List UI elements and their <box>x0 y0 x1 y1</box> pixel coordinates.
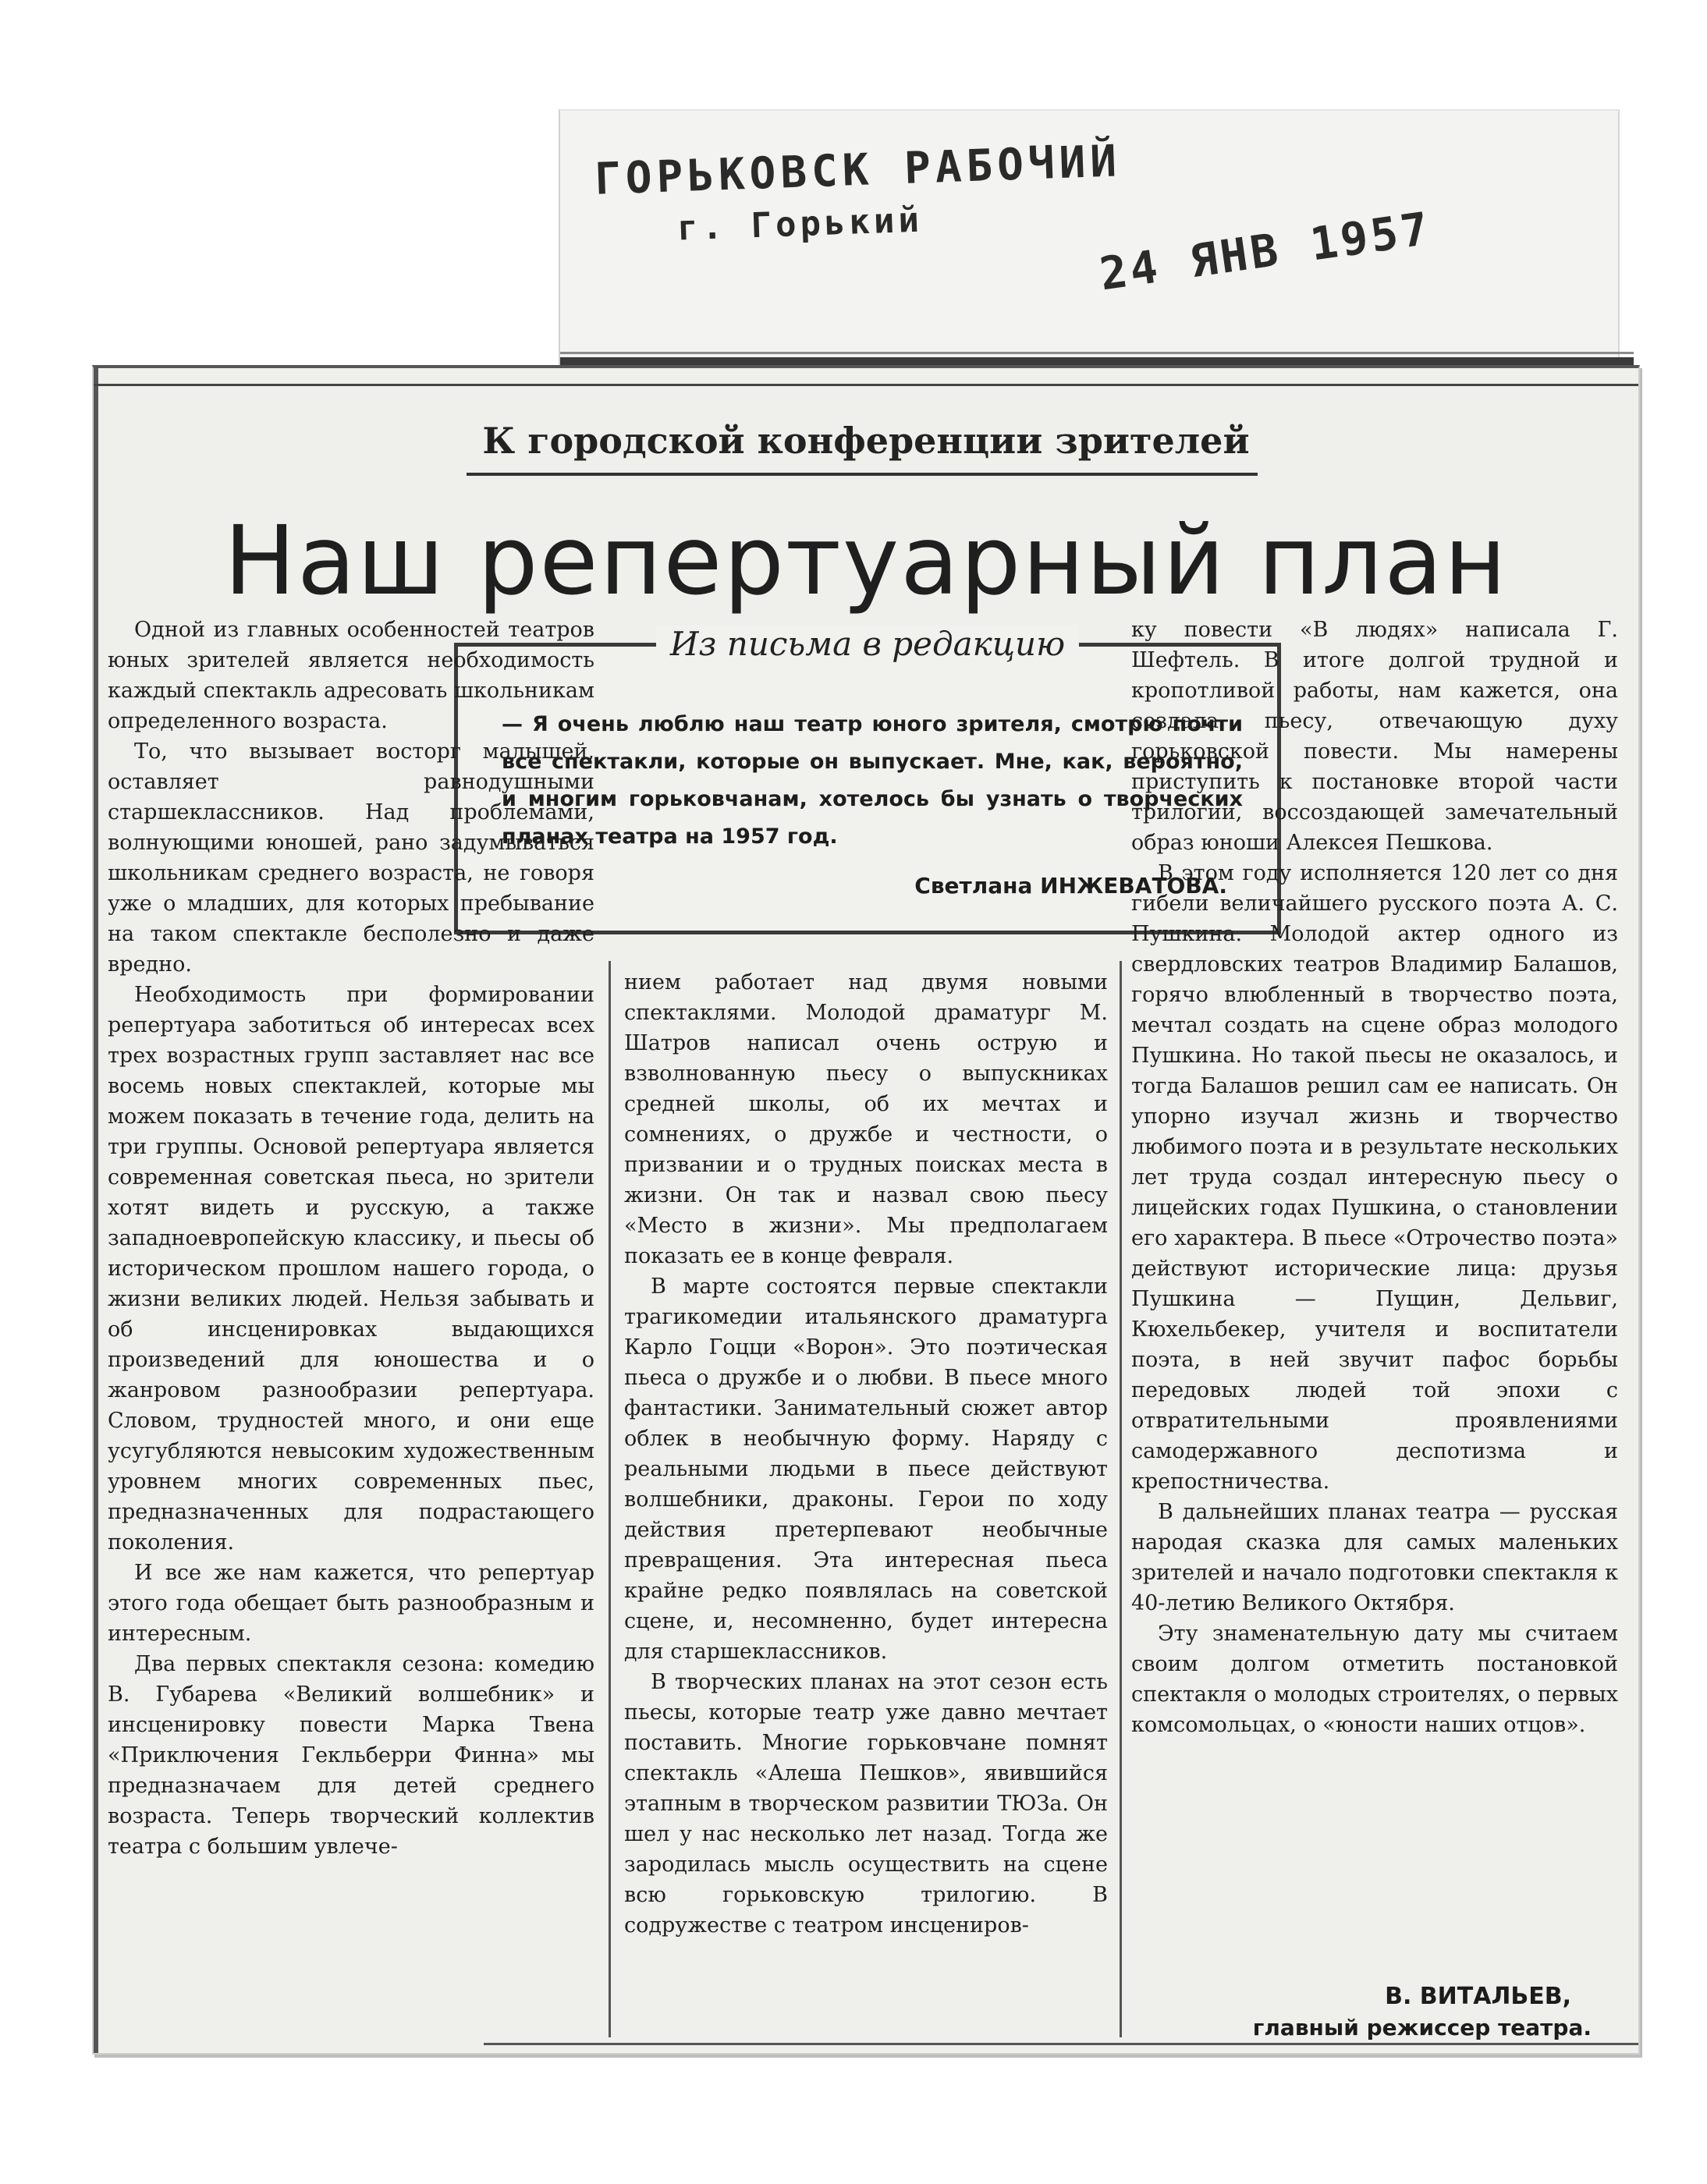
stamp-newspaper-name: ГОРЬКОВСК РАБОЧИЙ <box>594 136 1123 205</box>
divider <box>484 2043 1638 2045</box>
paragraph: И все же нам кажется, что репертуар этого года обещает быть разнообразным и интересным. <box>108 1561 594 1646</box>
article-column-1 <box>108 615 594 1862</box>
column-divider <box>609 961 611 2037</box>
article-column-3 <box>1131 615 1618 1740</box>
letter-heading-text: Из письма в редакцию <box>656 625 1079 663</box>
letter-body: — Я очень люблю наш театр юного зрителя, смотрю почти все спектакли, которые он выпускает. Мне, как, вероятно, и многим горьковчанам, хотелось бы узнать о творческих планах театра на 1957 год. <box>502 712 1243 849</box>
divider <box>467 473 1258 476</box>
stamp-date: 24 ЯНВ 1957 <box>1096 201 1435 301</box>
paragraph: Необходимость при формировании репертуара заботиться об интересах всех трех возрастных групп заставляет нас все восемь новых спектаклей, которые мы можем показать в течение года, делить на три группы. Основой репертуара является современная советская пьеса, но зрители хотят видеть и русскую, а также западноевропейскую классику, и пьесы об историческом прошлом нашего города, о жизни великих людей. Нельзя забывать и об инсценировках выдающихся произведений для юношества и о жанровом разнообразии репертуара. Словом, трудностей много, и они еще усугубляются невысоким художественным уровнем многих современных пьес, предназначенных для подрастающего поколения. <box>108 983 594 1555</box>
divider <box>560 352 1634 354</box>
divider <box>94 368 98 2053</box>
paragraph: В этом году исполняется 120 лет со дня гибели величайшего русского поэта А. С. Пушкина. Молодой актер одного из свердловских театров Владимир Балашов, горячо влюбленный в творчество поэта, мечтал создать на сцене образ молодого Пушкина. Но такой пьесы не оказалось, и тогда Балашов решил сам ее написать. Он упорно изучал жизнь и творчество любимого поэта и в результате нескольких лет труда создал интересную пьесу о лицейских годах Пушкина, о становлении его характера. В пьесе «Отрочество поэта» действуют исторические лица: друзья Пушкина — Пущин, Дельвиг, Кюхельбекер, учителя и воспитатели поэта, в ней звучит пафос борьбы передовых людей той эпохи с отвратительными проявлениями самодержавного деспотизма и крепостничества. <box>1131 861 1618 1494</box>
author-name: В. ВИТАЛЬЕВ, <box>1385 1983 1571 2010</box>
divider <box>94 384 1638 386</box>
stamp-city: г. Горький <box>676 200 924 249</box>
letter-signature: Светлана ИНЖЕВАТОВА. <box>914 873 1227 899</box>
column-divider <box>1120 961 1122 2037</box>
paragraph: ку повести «В людях» написала Г. Шефтель. В итоге долгой трудной и кропотливой работы, нам кажется, она создала пьесу, отвечающую духу горьковской повести. Мы намерены приступить к постановке второй части трилогии, воссоздающей замечательный образ юноши Алексея Пешкова. <box>1131 618 1618 855</box>
author-signature <box>1131 1983 1618 2040</box>
author-title: главный режиссер театра. <box>1252 2015 1592 2040</box>
article-headline: Наш репертуарный план <box>224 505 1508 616</box>
paragraph: То, что вызывает восторг малышей, оставляет равнодушными старшеклассников. Над проблемами, волнующими юношей, рано задумываться школьникам среднего возраста, не говоря уже о младших, для которых пребывание на таком спектакле бесполезно и даже вредно. <box>108 739 594 977</box>
paragraph: В марте состоятся первые спектакли трагикомедии итальянского драматурга Карло Гоцци «Ворон». Это поэтическая пьеса о дружбе и о любви. В пьесе много фантастики. Занимательный сюжет автор облек в необычную форму. Наряду с реальными людьми в пьесе действуют волшебники, драконы. Герои по ходу действия претерпевают необычные превращения. Эта интересная пьеса крайне редко появлялась на советской сцене, и, несомненно, будет интересна для старшеклассников. <box>624 1275 1108 1664</box>
rubric-heading: К городской конференции зрителей <box>482 420 1250 462</box>
paragraph: Эту знаменательную дату мы считаем своим долгом отметить постановкой спектакля о молодых строителях, о первых комсомольцах, о «юности наших отцов». <box>1131 1622 1618 1737</box>
article-clipping <box>92 365 1640 2055</box>
paragraph: Два первых спектакля сезона: комедию В. Губарева «Великий волшебник» и инсценировку повести Марка Твена «Приключения Гекльберри Финна» мы предназначаем для детей среднего возраста. Теперь творческий коллектив театра с большим увлече- <box>108 1652 594 1859</box>
paragraph: Одной из главных особенностей театров юных зрителей является необходимость каждый спектакль адресовать школьникам определенного возраста. <box>108 618 594 733</box>
paragraph: В творческих планах на этот сезон есть пьесы, которые театр уже давно мечтает поставить. Многие горьковчане помнят спектакль «Алеша Пешков», явившийся этапным в творческом развитии ТЮЗа. Он шел у нас несколько лет назад. Тогда же зародилась мысль осуществить на сцене всю горьковскую трилогию. В содружестве с театром инсцениров- <box>624 1670 1108 1938</box>
article-column-2 <box>624 967 1108 1941</box>
stamp-clipping <box>559 109 1620 367</box>
paragraph: нием работает над двумя новыми спектаклями. Молодой драматург М. Шатров написал очень острую и взволнованную пьесу о выпускниках средней школы, об их мечтах и сомнениях, о дружбе и честности, о призвании и о трудных поисках места в жизни. Он так и назвал свою пьесу «Место в жизни». Мы предполагаем показать ее в конце февраля. <box>624 970 1108 1268</box>
paragraph: В дальнейших планах театра — русская народая сказка для самых маленьких зрителей и начало подготовки спектакля к 40-летию Великого Октября. <box>1131 1500 1618 1615</box>
